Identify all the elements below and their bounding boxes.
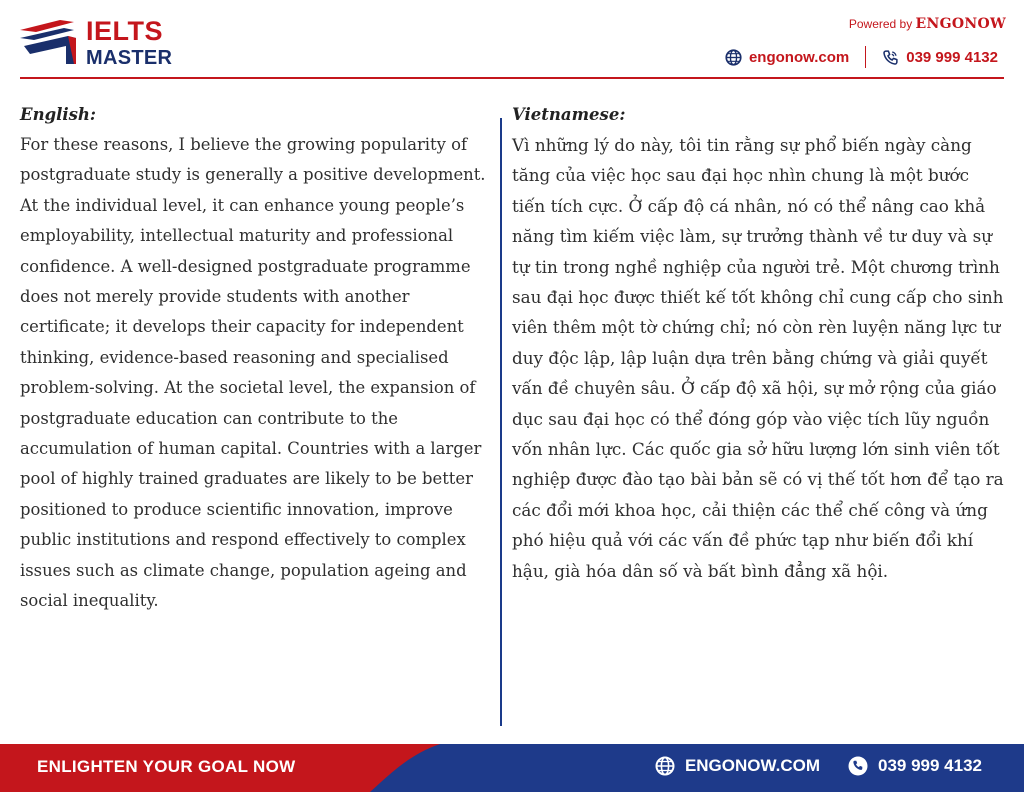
english-paragraph: For these reasons, I believe the growing popularity of postgraduate study is generally a positive development. At the individual level, it can enhance young people’s employability, intellectual maturity and professional confidence. A well-designed postgraduate programme does not merely provide students with another certificate; it develops their capacity for independent thinking, evidence-based reasoning and specialised problem-solving. At the societal level, the expansion of postgraduate education can contribute to the accumulation of human capital. Countries with a larger pool of highly trained graduates are likely to be better positioned to produce scientific innovation, improve public institutions and respond effectively to complex issues such as climate change, population ageing and social inequality. [20, 135, 486, 611]
phone-icon [882, 49, 899, 66]
header-phone-link[interactable] [882, 49, 998, 66]
footer-slogan: ENLIGHTEN YOUR GOAL NOW [37, 757, 296, 776]
english-heading: English: [20, 105, 97, 124]
footer-website-link[interactable] [655, 756, 820, 776]
page-header [0, 0, 1024, 78]
globe-icon [655, 756, 675, 776]
vietnamese-heading: Vietnamese: [512, 105, 626, 124]
footer-website-text: ENGONOW.COM [684, 756, 820, 775]
footer-phone-link[interactable] [848, 756, 982, 776]
globe-icon [725, 49, 742, 66]
phone-icon [848, 756, 868, 776]
vietnamese-paragraph: Vì những lý do này, tôi tin rằng sự phổ biến ngày càng tăng của việc học sau đại học nhìn chung là một bước tiến tích cực. Ở cấp độ cá nhân, nó có thể nâng cao khả năng tìm kiếm việc làm, sự trưởng thành về tư duy và sự tự tin trong nghề nghiệp của người trẻ. Một chương trình sau đại học được thiết kế tốt không chỉ cung cấp cho sinh viên thêm một tờ chứng chỉ; nó còn rèn luyện năng lực tư duy độc lập, lập luận dựa trên bằng chứng và giải quyết vấn đề chuyên sâu. Ở cấp độ xã hội, sự mở rộng của giáo dục sau đại học có thể đóng góp vào việc tích lũy nguồn vốn nhân lực. Các quốc gia sở hữu lượng lớn sinh viên tốt nghiệp được đào tạo bài bản sẽ có vị thế tốt hơn để tạo ra các đổi mới khoa học, cải thiện các thể chế công và ứng phó hiệu quả với các vấn đề phức tạp như biến đổi khí hậu, già hóa dân số và bất bình đẳng xã hội. [512, 135, 1004, 581]
header-phone-text: 039 999 4132 [906, 48, 998, 66]
ielts-master-logo[interactable] [18, 14, 198, 74]
logo-master-text: MASTER [86, 47, 173, 69]
column-divider [500, 118, 502, 726]
vietnamese-column [512, 100, 1007, 586]
footer-phone-text: 039 999 4132 [878, 756, 982, 775]
footer-contact [655, 756, 982, 776]
header-website-text: engonow.com [748, 48, 850, 66]
powered-by-prefix: Powered by [848, 17, 916, 31]
header-contact-separator [865, 46, 866, 68]
brand-part-a: ENGO [915, 16, 965, 32]
page-footer [0, 744, 1024, 792]
english-column [20, 100, 500, 617]
logo-mark-icon [18, 16, 82, 68]
header-divider [20, 77, 1004, 79]
header-website-link[interactable] [725, 49, 849, 66]
logo-ielts-text: IELTS [86, 16, 164, 46]
powered-by [849, 16, 1006, 32]
brand-part-b: NOW [964, 16, 1006, 32]
engonow-brand[interactable] [916, 16, 1006, 32]
header-contact [725, 46, 998, 68]
